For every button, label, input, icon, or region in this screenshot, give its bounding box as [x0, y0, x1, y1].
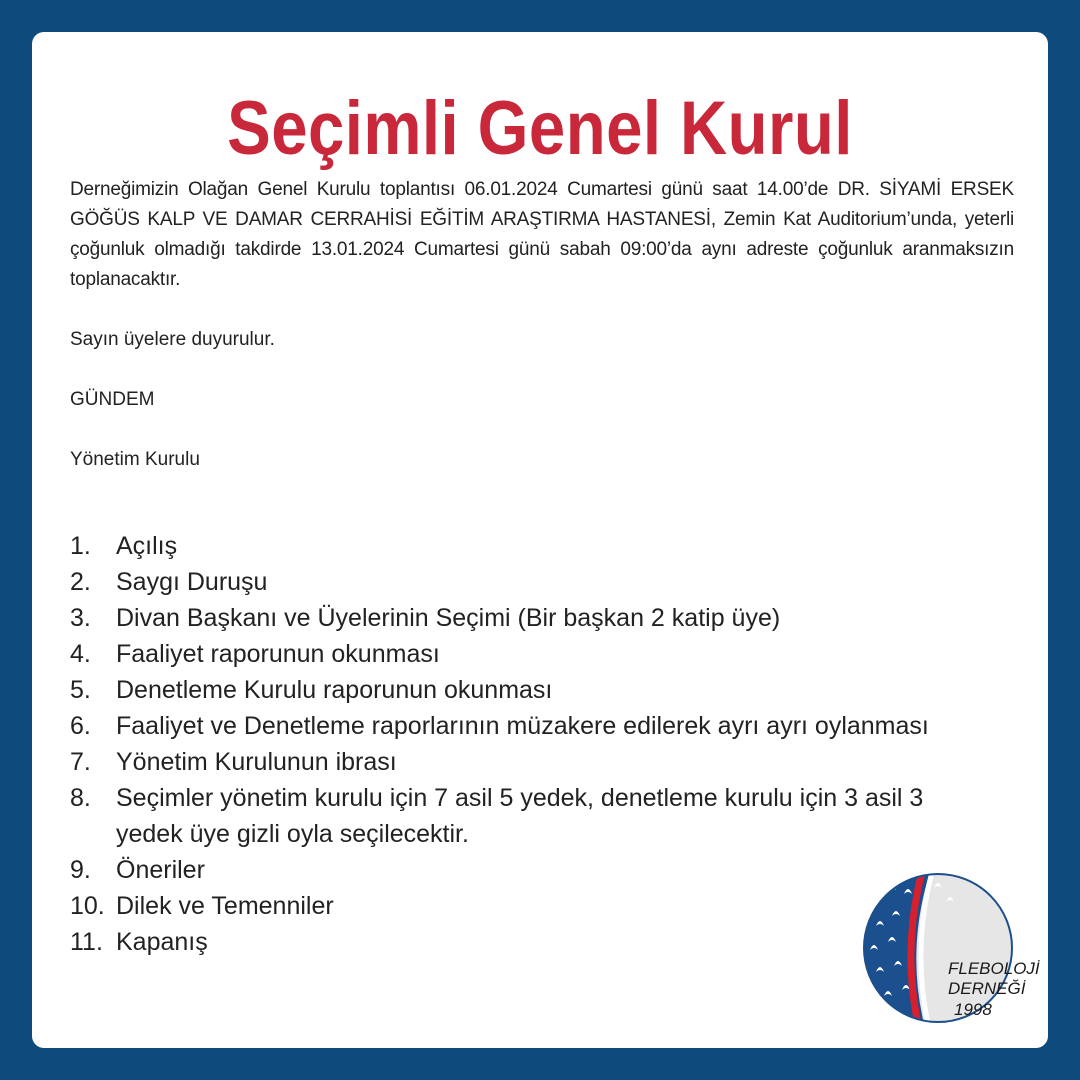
- agenda-item: [70, 924, 990, 960]
- agenda-item-text: Denetleme Kurulu raporunun okunması: [116, 676, 553, 704]
- agenda-item: [70, 708, 990, 744]
- agenda-item-text: Faaliyet raporunun okunması: [116, 640, 440, 668]
- agenda-item-number: 9.: [70, 856, 91, 884]
- agenda-item-text: Divan Başkanı ve Üyelerinin Seçimi (Bir başkan 2 katip üye): [116, 604, 781, 632]
- agenda-item-number: 11.: [70, 928, 103, 956]
- agenda-item: [70, 888, 990, 924]
- agenda-item-number: 1.: [70, 532, 91, 560]
- agenda-item: [70, 744, 990, 780]
- agenda-item-text: Seçimler yönetim kurulu için 7 asil 5 yedek, denetleme kurulu için 3 asil 3 yedek üye gizli oyla seçilecektir.: [116, 784, 924, 848]
- agenda-item: [70, 636, 990, 672]
- agenda-item-number: 5.: [70, 676, 91, 704]
- agenda-item-text: Yönetim Kurulunun ibrası: [116, 748, 397, 776]
- agenda-item-number: 2.: [70, 568, 91, 596]
- logo-line-1: FLEBOLOJİ: [948, 959, 1040, 978]
- agenda-item-number: 6.: [70, 712, 91, 740]
- page-title: Seçimli Genel Kurul: [227, 86, 853, 171]
- agenda-item-text: Açılış: [116, 532, 178, 560]
- agenda-item-text: Saygı Duruşu: [116, 568, 268, 596]
- agenda-item-number: 7.: [70, 748, 91, 776]
- agenda-item-text: Dilek ve Temenniler: [116, 892, 334, 920]
- agenda-item-text: Faaliyet ve Denetleme raporlarının müzakere edilerek ayrı ayrı oylanması: [116, 712, 929, 740]
- agenda-item-text: Kapanış: [116, 928, 208, 956]
- agenda-item: [70, 600, 990, 636]
- agenda-heading: GÜNDEM: [70, 389, 155, 410]
- announcement-card: [32, 32, 1048, 1048]
- announcement-line: Sayın üyelere duyurulur.: [70, 329, 275, 350]
- logo-line-3: 1998: [954, 1000, 992, 1019]
- agenda-item-number: 8.: [70, 784, 91, 812]
- agenda-item-text: Öneriler: [116, 856, 205, 884]
- agenda-item: [70, 672, 990, 708]
- agenda-item: [70, 528, 990, 564]
- flebology-association-logo: [862, 872, 1040, 1024]
- logo-line-2: DERNEĞİ: [948, 979, 1026, 998]
- intro-paragraph: Derneğimizin Olağan Genel Kurulu toplantısı 06.01.2024 Cumartesi günü saat 14.00’de DR. SİYAMİ ERSEK GÖĞÜS KALP VE DAMAR CERRAHİSİ EĞİTİM ARAŞTIRMA HASTANESİ, Zemin Kat Auditorium’unda, yeterli çoğunluk olmadığı takdirde 13.01.2024 Cumartesi günü sabah 09:00’da aynı adreste çoğunluk aranmaksızın toplanacaktır.: [70, 179, 1014, 290]
- announcement-body: [70, 175, 1014, 475]
- agenda-item-number: 4.: [70, 640, 91, 668]
- agenda-item: [70, 564, 990, 600]
- agenda-item-number: 10.: [70, 892, 105, 920]
- agenda-item: [70, 780, 990, 852]
- agenda-item-number: 3.: [70, 604, 91, 632]
- agenda-list: [70, 528, 990, 960]
- signature: Yönetim Kurulu: [70, 449, 200, 470]
- agenda-item: [70, 852, 990, 888]
